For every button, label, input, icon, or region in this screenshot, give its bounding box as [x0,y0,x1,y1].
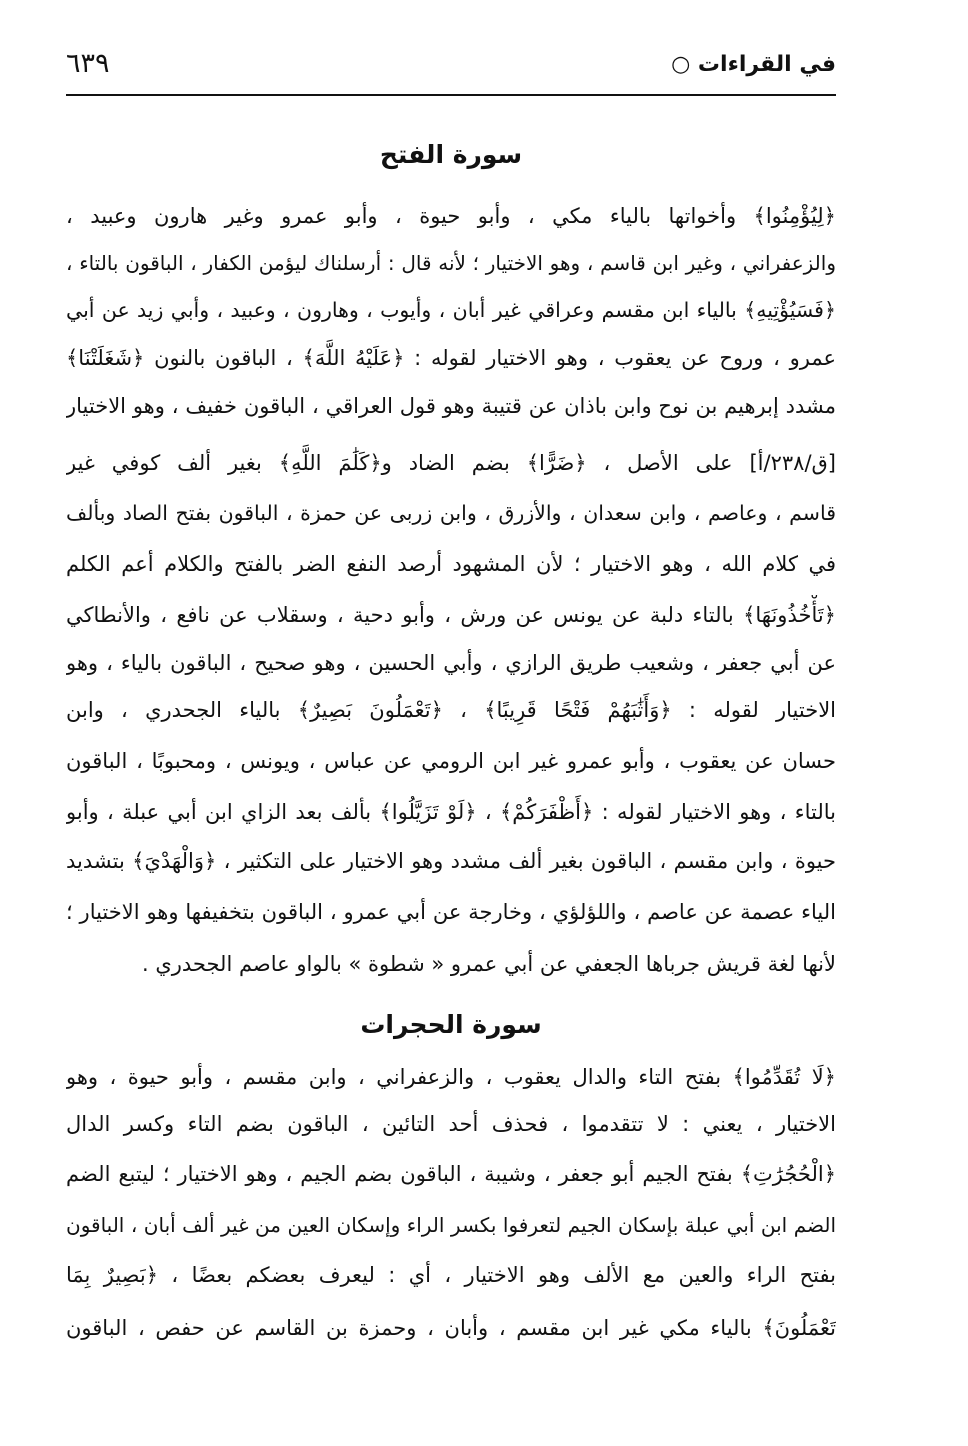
header-rule [66,94,836,96]
text-line: الاختيار لقوله : ﴿وَأَثَٰبَهُمْ فَتْحًا قَرِيبًا﴾ ، ﴿تَعْمَلُونَ بَصِيرٌ﴾ بالياء الجحدري ، وابن [66,698,836,722]
running-title: في القراءات ○ [671,52,836,77]
text-line: [ق/٢٣٨/أ] على الأصل ، ﴿ضَرًّا﴾ بضم الضاد و﴿كَلَٰمَ اللَّهِ﴾ بغير ألف كوفي غير [66,451,836,475]
text-line: لأنها لغة قريش جرباها الجعفي عن أبي عمرو « شطوة » بالواو عاصم الجحدري . [141,952,836,976]
text-line: عن أبي جعفر ، وشعيب طريق الرازي ، وأبي الحسين ، وهو صحيح ، الباقون بالياء ، وهو [66,651,836,675]
text-line: حيوة ، وابن مقسم ، الباقون بغير ألف مشدد وهو الاختيار على التكثير ، ﴿وَالْهَدْيَ﴾ بتشديد [66,849,836,873]
text-line: والزعفراني ، وغير ابن قاسم ، وهو الاختيار ؛ لأنه قال : أرسلناك ليؤمن الكفار ، الباقون بالتاء ، [66,251,836,275]
section-title-al-hujurat: سورة الحجرات [360,1010,542,1039]
text-line: بفتح الراء والعين مع الألف وهو الاختيار ، أي : ليعرف بعضكم بعضًا ، ﴿بَصِيرٌ بِمَا [66,1263,836,1287]
text-line: مشدد إبرهيم بن نوح وابن باذان عن قتيبة وهو قول العراقي ، الباقون خفيف ، وهو الاختيار [66,394,836,418]
text-line: الياء عصمة عن عاصم ، واللؤلؤي ، وخارجة عن أبي عمرو ، الباقون بتخفيفها وهو الاختيار ؛ [66,900,836,924]
text-line: في كلام الله ، وهو الاختيار ؛ لأن المشهود أرصد النفع الضر بالفتح والكلام أعم الكلم [66,552,836,576]
text-line: ﴿لَا تُقَدِّمُوا﴾ بفتح التاء والدال يعقوب ، والزعفراني ، وابن مقسم ، وأبو حيوة ، وهو [66,1065,836,1089]
text-line: قاسم ، وعاصم ، وابن سعدان ، والأزرق ، وابن زربى عن حمزة ، الباقون بفتح الصاد وبألف [66,501,836,525]
section-title-al-fath: سورة الفتح [379,140,523,169]
text-line: تَعْمَلُونَ﴾ بالياء مكي غير ابن مقسم ، وأبان ، وحمزة بن القاسم عن حفص ، الباقون [66,1316,836,1340]
text-line: الضم ابن أبي عبلة بإسكان الجيم لتعرفوا بكسر الراء وإسكان العين من غير ألف أبان ، الباقون [66,1213,836,1237]
text-line: ﴿تَأْخُذُونَهَا﴾ بالتاء دلبة عن يونس عن ورش ، وأبو دحية ، وسقلاب عن نافع ، والأنطاكي [66,603,836,627]
text-line: بالتاء ، وهو الاختيار لقوله : ﴿أَظْفَرَكُمْ﴾ ، ﴿لَوْ تَزَيَّلُوا﴾ بألف بعد الزاي ابن أبي عبلة ، وأبو [66,800,836,824]
text-line: عمرو ، وروح عن يعقوب ، وهو الاختيار لقوله : ﴿عَلَيْهُ اللَّهَ﴾ ، الباقون بالنون ﴿شَغَلَتْنَا﴾ [66,346,836,370]
text-line: حسان عن يعقوب ، وأبو عمرو غير ابن الرومي عن عباس ، ويونس ، ومحبوبًا ، الباقون [66,749,836,773]
page-number: ٦٣٩ [66,48,110,79]
page-header [66,46,836,98]
text-line: ﴿فَسَيُؤْتِيهِ﴾ بالياء ابن مقسم وعراقي غير أبان ، وأيوب ، وهارون ، وعبيد ، وأبي زيد عن أبي [66,298,836,322]
text-line: الاختيار ، يعني : لا تتقدموا ، فحذف أحد التائين ، الباقون بضم التاء وكسر الدال [66,1112,836,1136]
text-line: ﴿لِيُؤْمِنُوا﴾ وأخواتها بالياء مكي ، وأبو حيوة ، وأبو عمرو وغير هارون وعبيد ، [66,204,836,228]
text-line: ﴿الْحُجُرَٰتِ﴾ بفتح الجيم أبو جعفر ، وشيبة ، الباقون بضم الجيم ، وهو الاختيار ؛ ليتبع الضم [66,1162,836,1186]
